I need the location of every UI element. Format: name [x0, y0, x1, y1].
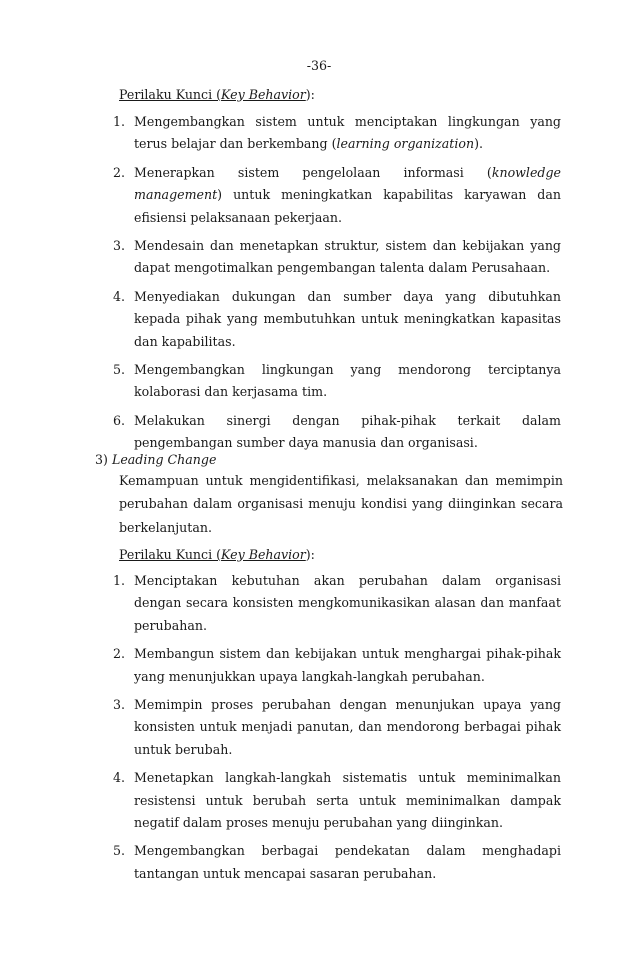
- list-item: 1. Menciptakan kebutuhan akan perubahan dalam organisasi dengan secara konsisten mengkomunikasikan alasan dan manfaat perubahan.: [113, 573, 561, 633]
- list-item: 4. Menetapkan langkah-langkah sistematis untuk meminimalkan resistensi untuk berubah serta untuk meminimalkan dampak negatif dalam proses menuju perubahan yang diinginkan.: [113, 770, 561, 831]
- key-behavior-list-1: [113, 111, 561, 461]
- list-item: 1. Mengembangkan sistem untuk menciptakan lingkungan yang terus belajar dan berkembang (learning organization).: [113, 114, 561, 152]
- key-behavior-heading-2: Perilaku Kunci (Key Behavior):: [119, 547, 315, 562]
- list-item: 4. Menyediakan dukungan dan sumber daya yang dibutuhkan kepada pihak yang membutuhkan untuk meningkatkan kapasitas dan kapabilitas.: [113, 288, 561, 349]
- key-behavior-list-2: [113, 570, 561, 891]
- list-item: 3. Mendesain dan menetapkan struktur, sistem dan kebijakan yang dapat mengotimalkan pengembangan talenta dalam Perusahaan.: [113, 238, 561, 276]
- page-number: -36-: [306, 58, 332, 73]
- list-item: 3. Memimpin proses perubahan dengan menunjukan upaya yang konsisten untuk menjadi panutan, dan mendorong berbagai pihak untuk berubah.: [113, 697, 561, 757]
- list-item: 5. Mengembangkan lingkungan yang mendorong terciptanya kolaborasi dan kerjasama tim.: [113, 362, 561, 400]
- key-behavior-heading-1: Perilaku Kunci (Key Behavior):: [119, 87, 315, 102]
- section-description: Kemampuan untuk mengidentifikasi, melaksanakan dan memimpin perubahan dalam organisasi menuju kondisi yang diinginkan secara berkelanjutan.: [119, 473, 563, 535]
- list-item: 2. Menerapkan sistem pengelolaan informasi (knowledge management) untuk meningkatkan kapabilitas karyawan dan efisiensi pelaksanaan pekerjaan.: [113, 164, 561, 225]
- list-item: 6. Melakukan sinergi dengan pihak-pihak terkait dalam pengembangan sumber daya manusia dan organisasi.: [113, 412, 561, 451]
- section-heading-leading-change: 3) Leading Change: [95, 452, 217, 467]
- list-item: 2. Membangun sistem dan kebijakan untuk menghargai pihak-pihak yang menunjukkan upaya langkah-langkah perubahan.: [113, 646, 561, 684]
- list-item: 5. Mengembangkan berbagai pendekatan dalam menghadapi tantangan untuk mencapai sasaran perubahan.: [113, 843, 561, 881]
